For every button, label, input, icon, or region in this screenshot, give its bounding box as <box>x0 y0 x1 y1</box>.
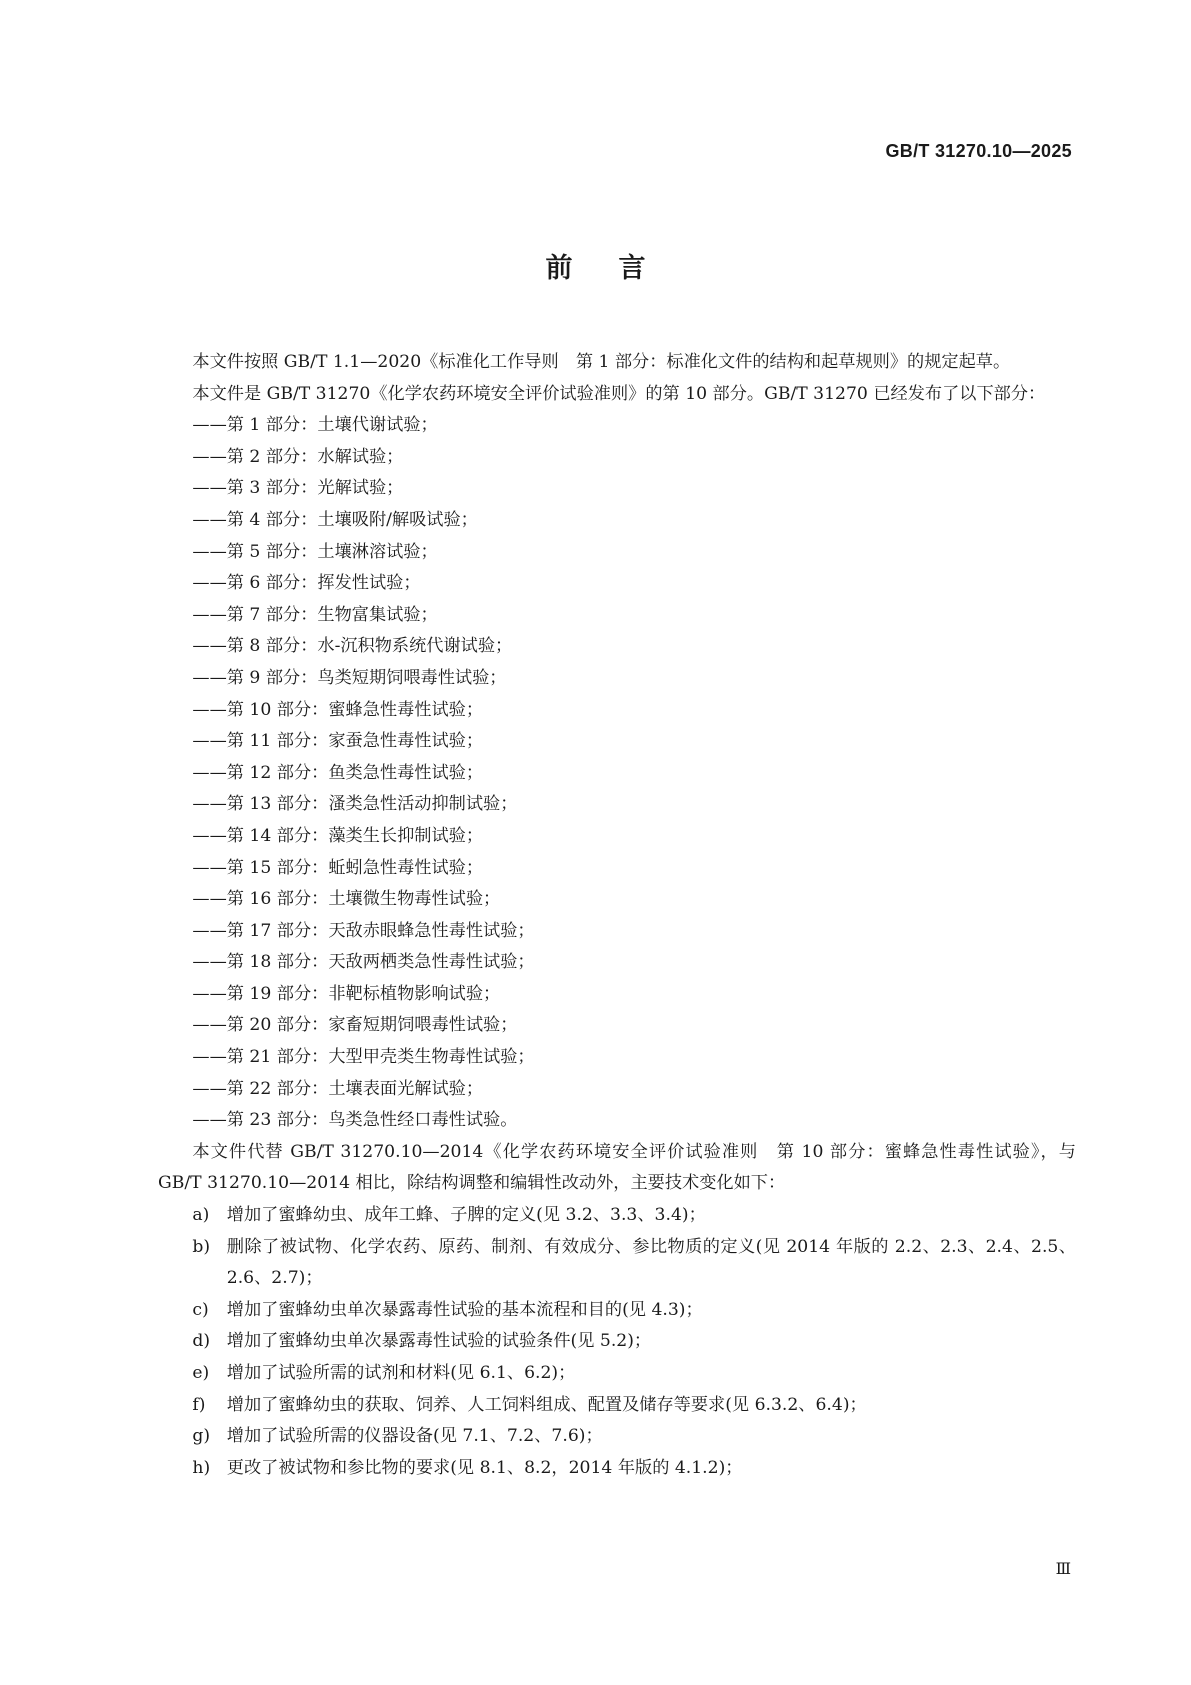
item-text: 增加了蜜蜂幼虫单次暴露毒性试验的试验条件(见 5.2)； <box>226 1331 652 1352</box>
list-item <box>158 1453 1076 1485</box>
changes-list <box>158 1200 1076 1484</box>
list-item: ——第 15 部分：蚯蚓急性毒性试验； <box>192 857 484 878</box>
list-item: ——第 21 部分：大型甲壳类生物毒性试验； <box>192 1047 535 1068</box>
list-item: ——第 2 部分：水解试验； <box>192 446 404 467</box>
standard-number: GB/T 31270.10—2025 <box>885 141 1072 161</box>
list-item: ——第 14 部分：藻类生长抑制试验； <box>192 825 484 846</box>
list-item: ——第 11 部分：家蚕急性毒性试验； <box>192 731 484 752</box>
list-item: ——第 9 部分：鸟类短期饲喂毒性试验； <box>192 667 507 688</box>
item-label: g) <box>192 1426 211 1447</box>
list-item <box>158 1390 1076 1422</box>
list-item: ——第 22 部分：土壤表面光解试验； <box>192 1078 484 1099</box>
item-text: 删除了被试物、化学农药、原药、制剂、有效成分、参比物质的定义(见 2014 年版的 2.2、2.3、2.4、2.5、2.6、2.7)； <box>226 1236 1076 1289</box>
list-item <box>158 1358 1076 1390</box>
list-item <box>158 1200 1076 1232</box>
parts-list <box>158 410 1076 1137</box>
replace-paragraph: 本文件代替 GB/T 31270.10—2014《化学农药环境安全评价试验准则 第 10 部分：蜜蜂急性毒性试验》，与 GB/T 31270.10—2014 相比，除结构调整和编辑性改动外，主要技术变化如下： <box>158 1141 1076 1194</box>
list-item: ——第 17 部分：天敌赤眼蜂急性毒性试验； <box>192 920 535 941</box>
document-body <box>158 347 1076 1484</box>
list-item: ——第 12 部分：鱼类急性毒性试验； <box>192 762 484 783</box>
list-item <box>158 1326 1076 1358</box>
list-item: ——第 3 部分：光解试验； <box>192 478 404 499</box>
item-label: f) <box>192 1394 206 1415</box>
list-item <box>158 1421 1076 1453</box>
list-item: ——第 16 部分：土壤微生物毒性试验； <box>192 889 501 910</box>
item-label: h) <box>192 1457 211 1478</box>
item-text: 增加了蜜蜂幼虫、成年工蜂、子脾的定义(见 3.2、3.3、3.4)； <box>226 1205 706 1226</box>
list-item: ——第 5 部分：土壤淋溶试验； <box>192 541 438 562</box>
list-item: ——第 20 部分：家畜短期饲喂毒性试验； <box>192 1015 518 1036</box>
item-text: 更改了被试物和参比物的要求(见 8.1、8.2，2014 年版的 4.1.2)； <box>226 1457 743 1478</box>
intro-paragraph-1: 本文件按照 GB/T 1.1—2020《标准化工作导则 第 1 部分：标准化文件的结构和起草规则》的规定起草。 <box>192 352 1011 372</box>
item-label: c) <box>192 1299 209 1320</box>
list-item: ——第 19 部分：非靶标植物影响试验； <box>192 983 501 1004</box>
item-label: e) <box>192 1363 210 1383</box>
page-number: Ⅲ <box>1055 1559 1071 1578</box>
item-label: b) <box>192 1236 211 1257</box>
list-item: ——第 23 部分：鸟类急性经口毒性试验。 <box>192 1110 518 1131</box>
item-text: 增加了蜜蜂幼虫的获取、饲养、人工饲料组成、配置及储存等要求(见 6.3.2、6.4)； <box>226 1394 867 1415</box>
list-item: ——第 18 部分：天敌两栖类急性毒性试验； <box>192 952 535 973</box>
item-label: d) <box>192 1331 211 1352</box>
list-item: ——第 4 部分：土壤吸附/解吸试验； <box>192 509 478 530</box>
item-text: 增加了试验所需的试剂和材料(见 6.1、6.2)； <box>226 1363 576 1383</box>
list-item: ——第 13 部分：溞类急性活动抑制试验； <box>192 794 518 815</box>
item-text: 增加了蜜蜂幼虫单次暴露毒性试验的基本流程和目的(见 4.3)； <box>226 1299 703 1320</box>
list-item: ——第 8 部分：水-沉积物系统代谢试验； <box>192 636 513 657</box>
page-title: 前言 <box>545 253 692 284</box>
list-item: ——第 6 部分：挥发性试验； <box>192 573 421 594</box>
list-item: ——第 1 部分：土壤代谢试验； <box>192 415 438 436</box>
list-item: ——第 7 部分：生物富集试验； <box>192 604 438 625</box>
item-text: 增加了试验所需的仪器设备(见 7.1、7.2、7.6)； <box>226 1426 603 1447</box>
list-item: ——第 10 部分：蜜蜂急性毒性试验； <box>192 699 484 720</box>
item-label: a) <box>192 1205 210 1226</box>
list-item <box>158 1232 1076 1295</box>
list-item <box>158 1295 1076 1327</box>
intro-paragraph-2: 本文件是 GB/T 31270《化学农药环境安全评价试验准则》的第 10 部分。GB/T 31270 已经发布了以下部分： <box>192 383 1046 404</box>
